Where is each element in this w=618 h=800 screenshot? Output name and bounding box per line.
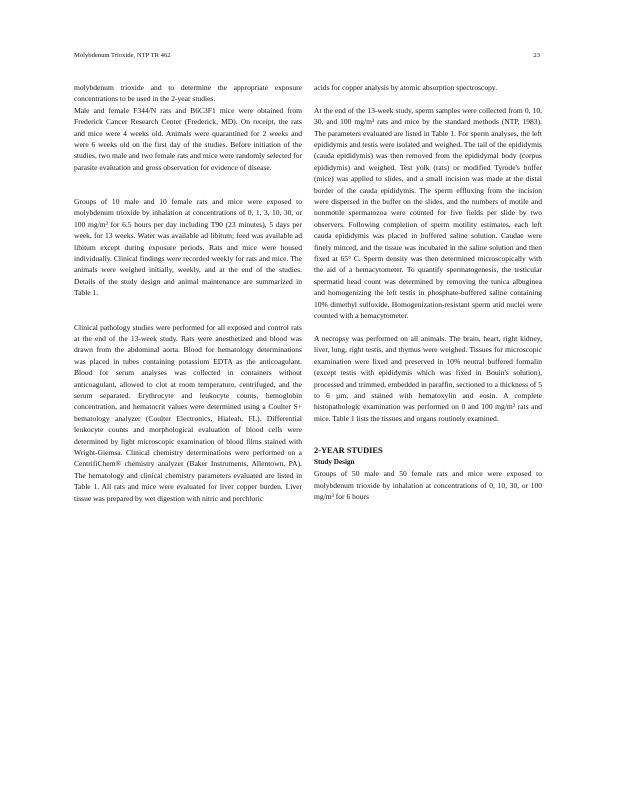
left-column [74,82,302,504]
paragraph-study-purpose: molybdenum trioxide and to determine the appropriate exposure concentrations to be used in the 2-year studies. [74,83,302,104]
paragraph-gap [314,93,542,104]
page-number: 23 [533,52,540,59]
paragraph-exposure-groups: Groups of 10 male and 10 female rats and mice were exposed to molybdenum trioxide by inhalation at concentrations of 0, 1, 3, 10, 30, or 100 mg/m³ for 6.5 hours per day including T90 (23 minutes), 5 days per week, for 13 weeks. Water was available ad libitum; feed was available ad libitum except during exposure periods. Rats and mice were housed individually. Clinical findings were recorded weekly for rats and mice. The animals were weighed initially, weekly, and at the end of the studies. Details of the study design and animal maintenance are summarized in Table 1. [74,197,302,298]
paragraph-gap [74,173,302,196]
paragraph-animals: Male and female F344/N rats and B6C3F1 mice were obtained from Frederick Cancer Research Center (Frederick, MD). On receipt, the rats and mice were 4 weeks old. Animals were quarantined for 2 weeks and were 6 weeks old on the first day of the studies. Before initiation of the studies, two male and two female rats and mice were randomly selected for parasite evaluation and gross observation for evidence of disease. [74,105,302,172]
paragraph-gap [314,322,542,333]
running-title: Molybdenum Trioxide, NTP TR 462 [74,52,171,59]
paragraph-clinical-pathology: Clinical pathology studies were performed for all exposed and control rats at the end of the 13-week study. Rats were anesthetized and blood was drawn from the abdominal aorta. Blood for hematology determinations was placed in tubes containing potassium EDTA as the anticoagulant. Blood for serum analyses was collected in containers without anticoagulant, allowed to clot at room temperature, centrifuged, and the serum separated. Erythrocyte and leukocyte counts, hemoglobin concentration, and hematocrit values were determined using a Coulter S+ hematology analyzer (Coulter Electronics, Hialeah, FL). Differential leukocyte counts and morphological evaluation of blood cells were determined by light microscopic examination of blood films stained with Wright-Giemsa. Clinical chemistry determinations were performed on a CentrifiChem® chemistry analyzer (Baker Instruments, Allentown, PA). The hematology and clinical chemistry parameters evaluated are listed in Table 1. All rats and mice were evaluated for liver copper burden. Liver tissue was prepared by wet digestion with nitric and perchloric [74,322,302,503]
paragraph-gap [314,424,542,445]
paragraph-study-design: Groups of 50 male and 50 female rats and mice were exposed to molybdenum trioxide by inhalation at concentrations of 0, 10, 30, or 100 mg/m³ for 6 hours [314,469,542,501]
running-header [74,50,540,62]
paragraph-necropsy: A necropsy was performed on all animals. The brain, heart, right kidney, liver, lung, right testis, and thymus were weighed. Tissues for microscopic examination were fixed and preserved in 10% neutral buffered formalin (except testis with epididymis which was fixed in Bouin's solution), processed and trimmed, embedded in paraffin, sectioned to a thickness of 5 to 6 µm, and stained with hematoxylin and eosin. A complete histopathologic examination was performed on 0 and 100 mg/m³ rats and mice. Table 1 lists the tissues and organs routinely examined. [314,333,542,423]
subsection-heading: Study Design [314,458,355,467]
section-heading: 2-YEAR STUDIES [314,446,383,456]
right-column [314,82,542,502]
paragraph-sperm-analysis: At the end of the 13-week study, sperm samples were collected from 0, 10, 30, and 100 mg/m³ rats and mice by the standard methods (NTP, 1983). The parameters evaluated are listed in Table 1. For sperm analyses, the left epididymis and testis were isolated and weighed. The tail of the epididymis (cauda epididymis) was then removed from the epididymal body (corpus epididymis) and weighed. Test yolk (rats) or modified Tyrode's buffer (mice) was applied to slides, and a small incision was made at the distal border of the cauda epididymis. The sperm effluxing from the incision were dispersed in the buffer on the slides, and the numbers of motile and nonmotile spermatozoa were counted for five fields per slide by two observers. Following completion of sperm motility estimates, each left cauda epididymis was placed in buffered saline solution. Caudae were finely minced, and the tissue was incubated in the saline solution and then fixed at 65° C. Sperm density was then determined microscopically with the aid of a hemacytometer. To quantify spermatogenesis, the testicular spermatid head count was determined by removing the tunica albuginea and homogenizing the left testis in phosphate-buffered saline containing 10% dimethyl sulfoxide. Homogenization-resistant sperm atid nuclei were counted with a hemacytometer. [314,105,542,321]
paragraph-copper-analysis: acids for copper analysis by atomic absorption spectroscopy. [314,83,498,92]
paragraph-gap [74,299,302,322]
